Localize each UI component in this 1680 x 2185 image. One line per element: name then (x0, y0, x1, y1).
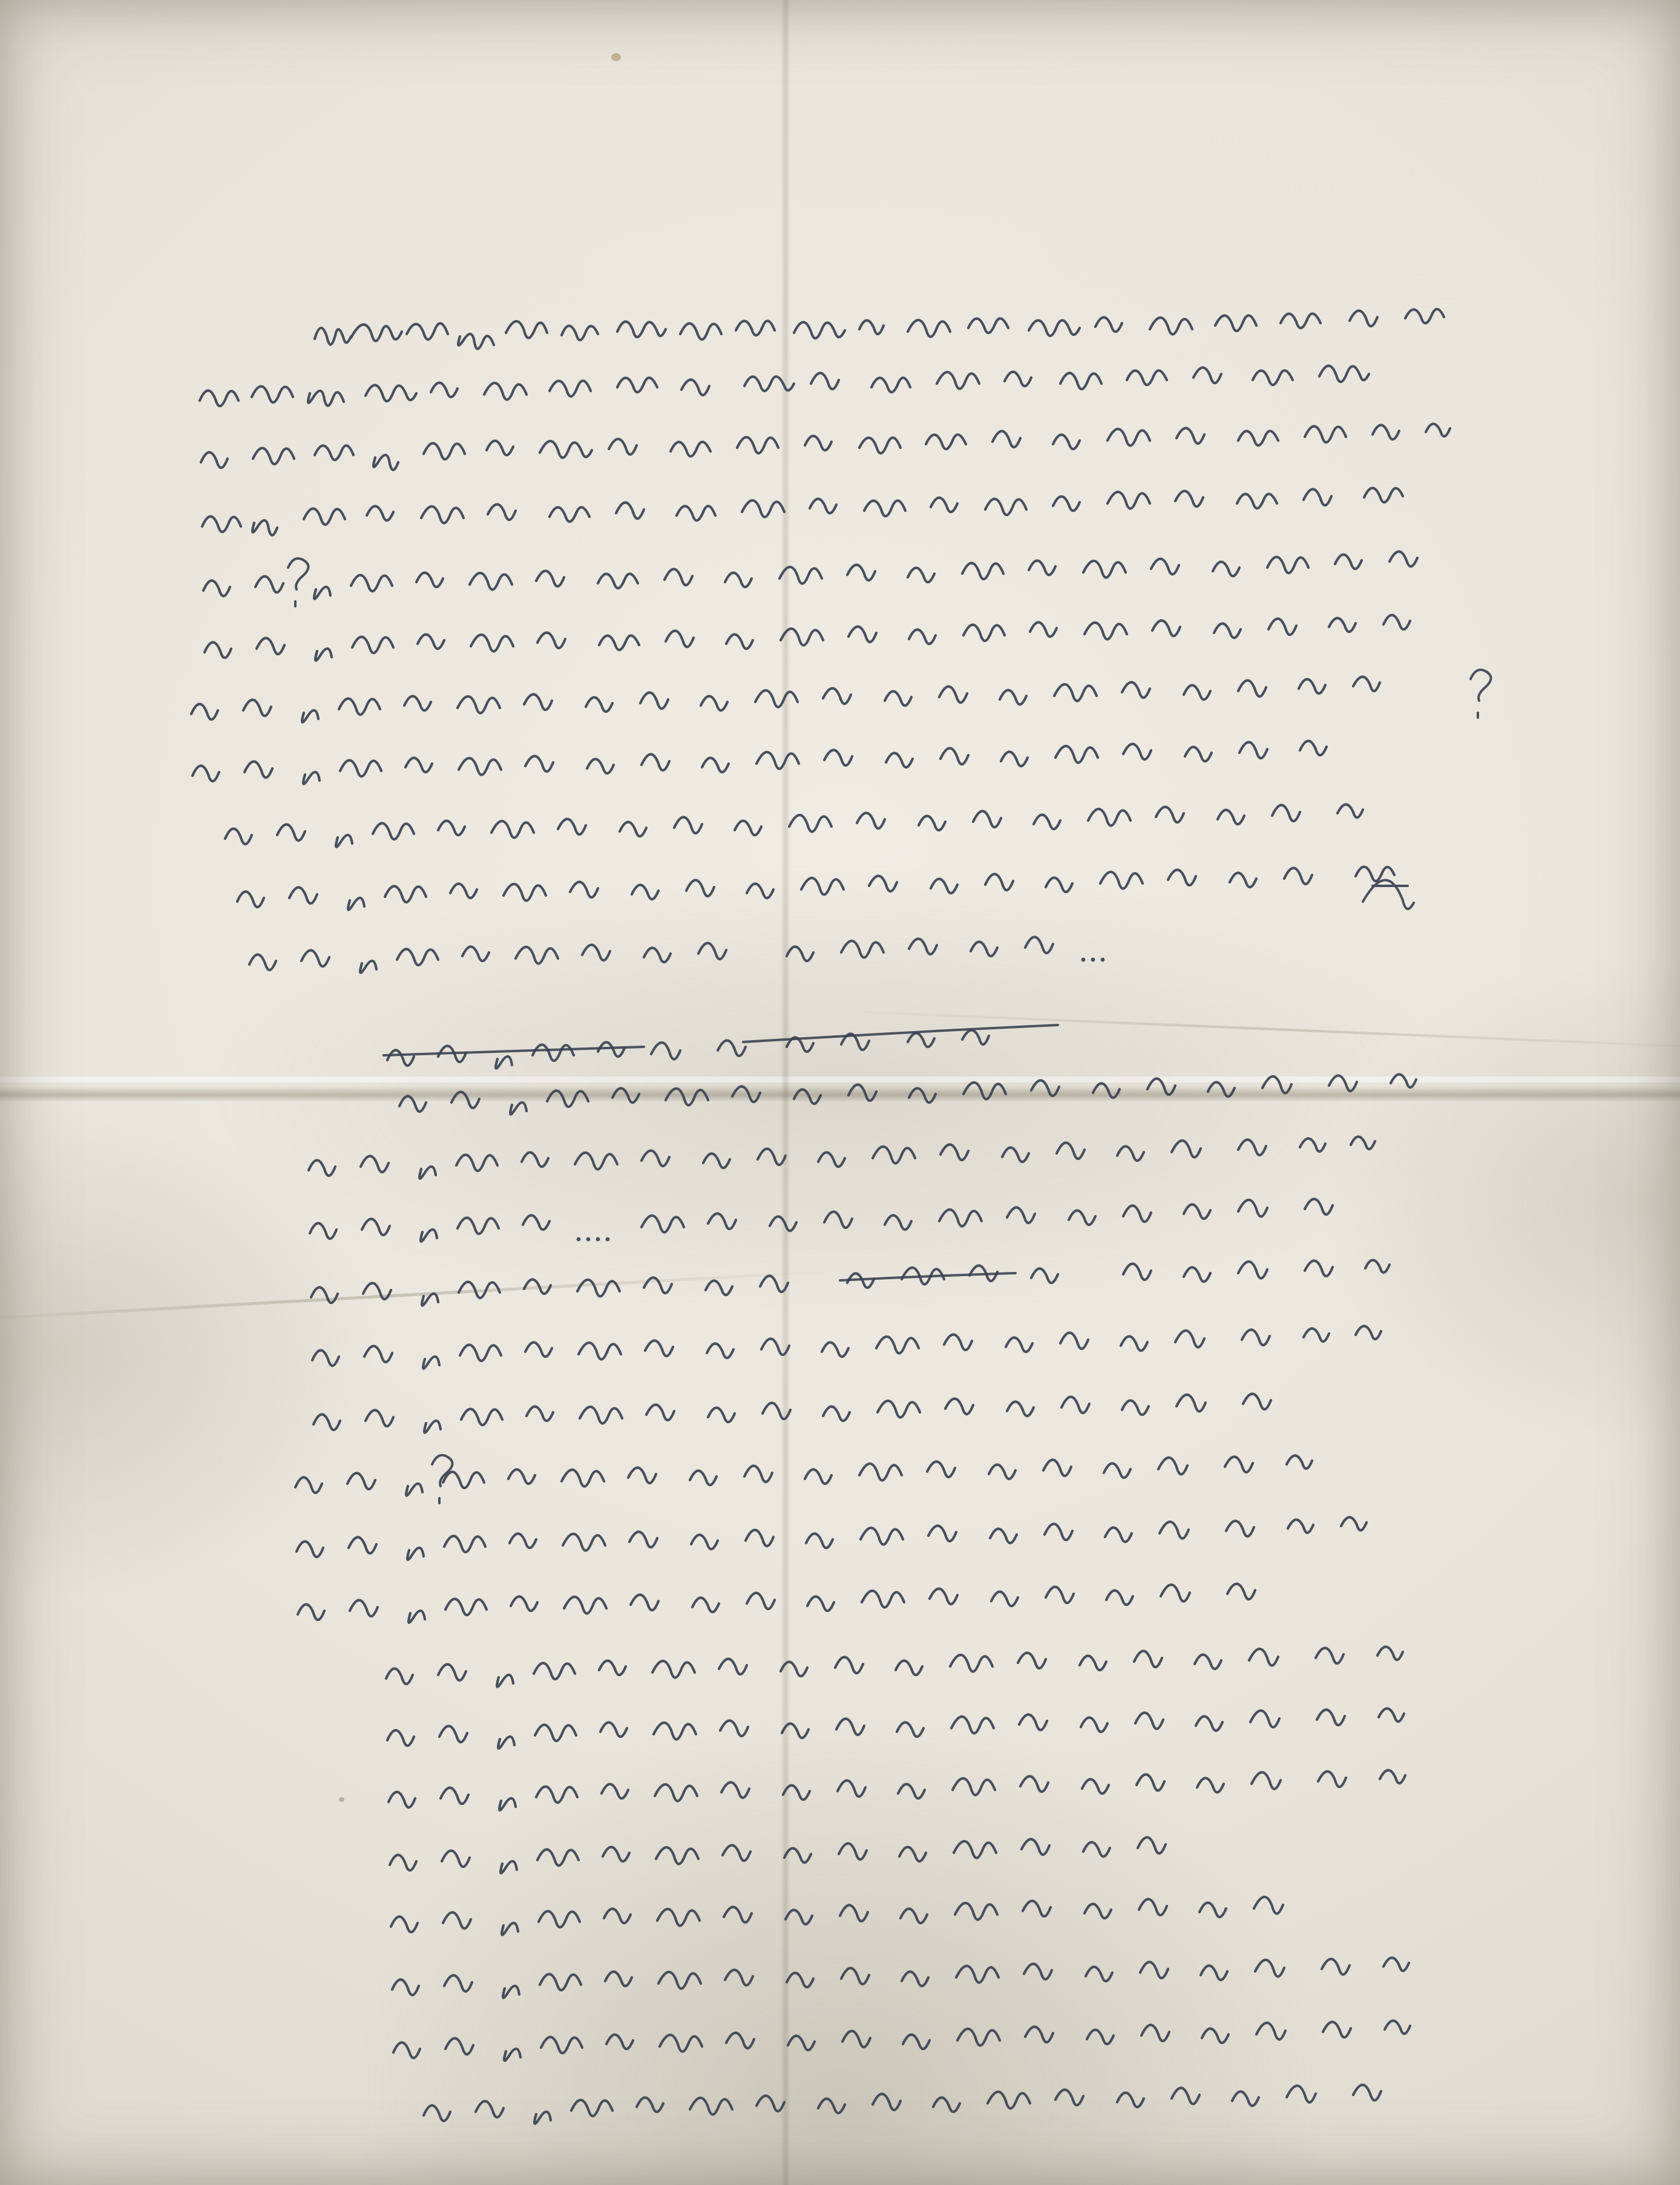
ink-speck-lower (339, 1797, 344, 1802)
horizontal-fold-crease (0, 1086, 1680, 1102)
diagonal-crease-lower-left (0, 1269, 835, 1323)
vertical-fold-crease (781, 0, 790, 2185)
diagonal-crease-upper-right (836, 1010, 1680, 1050)
fold-highlight (0, 1076, 1680, 1083)
ink-speck-top (611, 53, 621, 61)
